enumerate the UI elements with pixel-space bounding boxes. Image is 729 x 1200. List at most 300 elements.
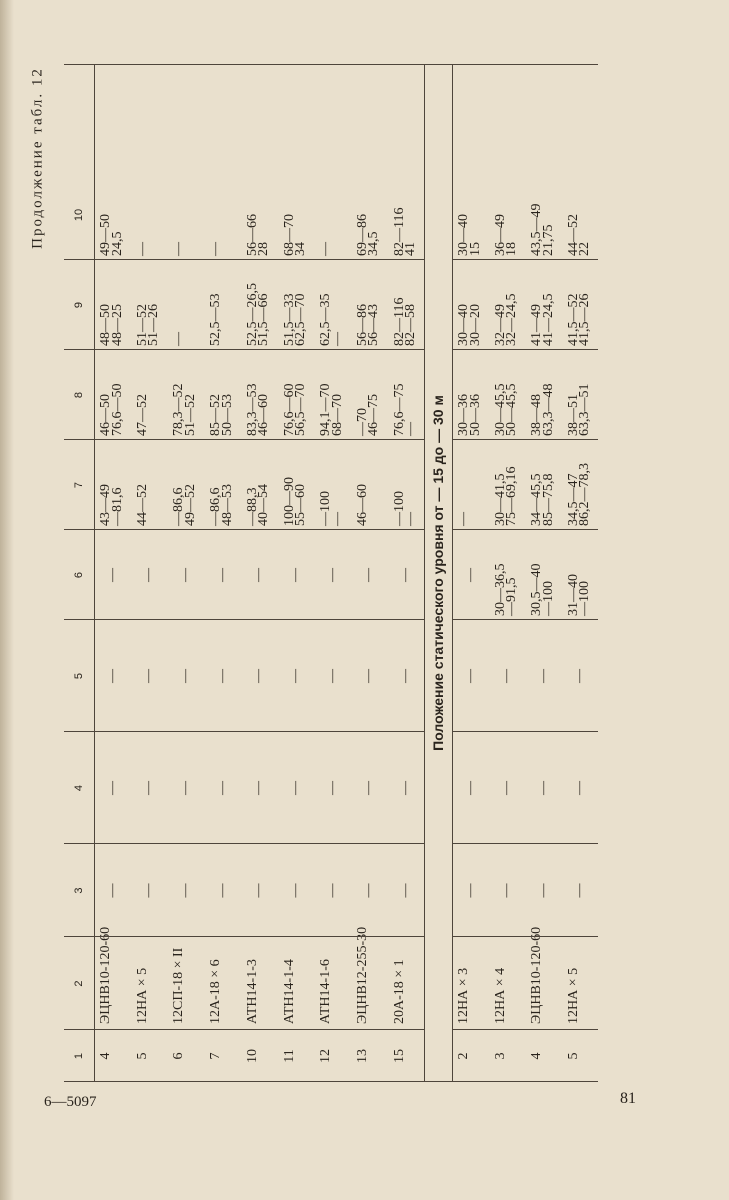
column-number-10: 10 bbox=[73, 208, 85, 222]
cell-line: 34—45,5 bbox=[529, 473, 545, 526]
cell-line: — bbox=[572, 781, 588, 795]
cell-line: 30—40 bbox=[456, 304, 472, 346]
cell-line: 18 bbox=[504, 242, 520, 256]
cell-col-8 bbox=[489, 350, 526, 440]
cell-col-3 bbox=[94, 844, 131, 937]
column-rule bbox=[452, 259, 598, 260]
continuation-header: Продолжение табл. 12 bbox=[29, 67, 46, 249]
cell-col-2 bbox=[489, 937, 526, 1030]
cell-line: 43—49 bbox=[98, 484, 113, 526]
cell-col-4 bbox=[94, 732, 131, 844]
rotated-table-wrapper bbox=[64, 64, 628, 1082]
cell-line: — bbox=[324, 568, 340, 582]
cell-col-2 bbox=[167, 937, 204, 1030]
cell-col-10 bbox=[489, 170, 526, 260]
cell-line: 46—50 bbox=[98, 394, 113, 436]
cell-line: — bbox=[572, 883, 588, 898]
column-number-9: 9 bbox=[73, 301, 85, 309]
cell-line: 32—24,5 bbox=[504, 293, 520, 346]
cell-line: 48—50 bbox=[98, 304, 113, 346]
cell-line: 40—54 bbox=[256, 484, 272, 526]
cell-line: 100—90 bbox=[281, 477, 297, 526]
cell-line: — bbox=[141, 883, 157, 898]
cell-line: — bbox=[214, 568, 230, 582]
cell-col-2 bbox=[562, 937, 599, 1030]
column-number-7: 7 bbox=[73, 481, 85, 489]
cell-line: — bbox=[361, 669, 377, 683]
column-number-4: 4 bbox=[73, 784, 85, 792]
cell-col-9 bbox=[241, 260, 278, 350]
cell-line: — bbox=[177, 883, 193, 898]
cell-col-4 bbox=[241, 732, 278, 844]
cell-line: — bbox=[456, 512, 472, 526]
column-number-1: 1 bbox=[73, 1052, 85, 1060]
column-rule bbox=[64, 529, 424, 530]
cell-col-8 bbox=[94, 350, 131, 440]
cell-col-9 bbox=[167, 260, 204, 350]
cell-line: 76,6—60 bbox=[281, 383, 297, 436]
cell-line: 47—52 bbox=[134, 394, 150, 436]
table-row bbox=[204, 64, 241, 1082]
table-row bbox=[241, 64, 278, 1082]
cell-col-5 bbox=[241, 620, 278, 732]
column-number-3: 3 bbox=[73, 887, 85, 894]
table-row bbox=[489, 64, 526, 1082]
cell-col-5 bbox=[94, 620, 131, 732]
cell-line: 83,3—53 bbox=[244, 383, 260, 436]
cell-line: 12НА × 3 bbox=[456, 967, 472, 1024]
cell-col-3 bbox=[131, 844, 168, 937]
cell-col-8 bbox=[562, 350, 599, 440]
cell-line: АТН14-1-3 bbox=[244, 959, 260, 1024]
cell-line: 31—40 bbox=[565, 574, 581, 616]
cell-line: 86,2—78,3 bbox=[577, 463, 593, 526]
cell-line: — bbox=[403, 422, 419, 436]
column-rule bbox=[452, 731, 598, 732]
cell-col-3 bbox=[525, 844, 562, 937]
cell-col-2 bbox=[525, 926, 562, 1030]
cell-line: — bbox=[104, 883, 120, 898]
cell-col-5 bbox=[351, 620, 388, 732]
cell-line: 55—60 bbox=[293, 484, 308, 526]
cell-line: 24,5 bbox=[109, 231, 125, 256]
cell-col-7 bbox=[525, 440, 562, 530]
cell-line: —100 bbox=[577, 581, 593, 616]
cell-col-10 bbox=[388, 170, 425, 260]
cell-col-4 bbox=[452, 732, 489, 844]
table-row bbox=[562, 64, 599, 1082]
cell-line: 68—70 bbox=[281, 214, 297, 256]
cell-col-1 bbox=[131, 1030, 168, 1082]
cell-col-10 bbox=[94, 170, 131, 260]
table-row bbox=[525, 64, 562, 1082]
column-rule bbox=[452, 529, 598, 530]
cell-line: 52,5—26,5 bbox=[244, 283, 260, 346]
cell-line: —86,6 bbox=[171, 487, 187, 526]
cell-col-6 bbox=[562, 530, 599, 620]
cell-line: 50—45,5 bbox=[504, 383, 520, 436]
cell-col-4 bbox=[351, 732, 388, 844]
cell-line: 49—50 bbox=[98, 214, 113, 256]
cell-line: — bbox=[535, 781, 551, 795]
cell-col-7 bbox=[131, 440, 168, 530]
cell-col-9 bbox=[562, 260, 599, 350]
cell-line: — bbox=[134, 242, 150, 256]
cell-col-4 bbox=[278, 732, 315, 844]
cell-col-8 bbox=[167, 350, 204, 440]
cell-line: 76,6—50 bbox=[109, 383, 125, 436]
cell-col-1 bbox=[562, 1030, 599, 1082]
cell-line: 30—36,5 bbox=[492, 563, 508, 616]
cell-line: ЭЦНВ12-255-30 bbox=[354, 926, 370, 1024]
cell-line: 46—60 bbox=[354, 484, 370, 526]
cell-line: 82—58 bbox=[403, 304, 419, 346]
cell-col-7 bbox=[204, 440, 241, 530]
cell-col-5 bbox=[167, 620, 204, 732]
cell-col-6 bbox=[204, 530, 241, 620]
column-rule bbox=[452, 439, 598, 440]
column-rule bbox=[64, 619, 424, 620]
table-row bbox=[131, 64, 168, 1082]
cell-line: —88,3 bbox=[244, 487, 260, 526]
cell-col-3 bbox=[562, 844, 599, 937]
cell-col-4 bbox=[388, 732, 425, 844]
cell-line: — bbox=[288, 669, 304, 683]
cell-col-10 bbox=[131, 170, 168, 260]
cell-col-10 bbox=[204, 170, 241, 260]
cell-col-6 bbox=[94, 530, 131, 620]
cell-line: 28 bbox=[256, 242, 272, 256]
cell-col-3 bbox=[388, 844, 425, 937]
cell-line: 11 bbox=[281, 1049, 297, 1063]
cell-line: 44—52 bbox=[134, 484, 150, 526]
cell-line: — bbox=[462, 781, 478, 795]
cell-line: — bbox=[208, 242, 224, 256]
cell-line: — bbox=[251, 883, 267, 898]
section-rule bbox=[424, 64, 425, 1082]
cell-col-3 bbox=[489, 844, 526, 937]
cell-line: — bbox=[288, 568, 304, 582]
cell-col-5 bbox=[278, 620, 315, 732]
cell-line: АТН14-1-6 bbox=[318, 959, 334, 1024]
cell-col-9 bbox=[94, 260, 131, 350]
cell-col-7 bbox=[388, 440, 425, 530]
cell-line: 51,5—66 bbox=[256, 293, 272, 346]
column-rule bbox=[452, 843, 598, 844]
cell-line: 30—36 bbox=[456, 394, 472, 436]
column-rule bbox=[452, 1029, 598, 1030]
table-row bbox=[167, 64, 204, 1082]
cell-line: —81,6 bbox=[109, 487, 125, 526]
cell-line: 41—49 bbox=[529, 304, 545, 346]
cell-line: 62,5—35 bbox=[318, 293, 334, 346]
cell-line: 82—116 bbox=[391, 207, 407, 256]
cell-line: 4 bbox=[529, 1052, 545, 1060]
cell-col-2 bbox=[131, 937, 168, 1030]
cell-col-2 bbox=[388, 937, 425, 1030]
cell-col-1 bbox=[525, 1030, 562, 1082]
column-rule bbox=[64, 349, 424, 350]
cell-line: 21,75 bbox=[540, 224, 556, 256]
cell-col-3 bbox=[278, 844, 315, 937]
cell-line: 12НА × 5 bbox=[565, 967, 581, 1024]
cell-col-6 bbox=[388, 530, 425, 620]
cell-col-9 bbox=[452, 260, 489, 350]
cell-col-7 bbox=[278, 440, 315, 530]
cell-line: — bbox=[288, 883, 304, 898]
cell-line: 7 bbox=[208, 1052, 224, 1060]
cell-line: 50—36 bbox=[467, 394, 483, 436]
cell-col-2 bbox=[94, 926, 131, 1030]
cell-line: 41—24,5 bbox=[540, 293, 556, 346]
cell-line: — bbox=[141, 669, 157, 683]
cell-col-10 bbox=[314, 170, 351, 260]
cell-col-10 bbox=[241, 170, 278, 260]
cell-line: — bbox=[324, 669, 340, 683]
cell-col-3 bbox=[167, 844, 204, 937]
cell-line: 5 bbox=[134, 1052, 150, 1060]
cell-line: — bbox=[288, 781, 304, 795]
cell-line: — bbox=[535, 669, 551, 683]
cell-col-3 bbox=[452, 844, 489, 937]
cell-line: 32—49 bbox=[492, 304, 508, 346]
cell-col-10 bbox=[278, 170, 315, 260]
cell-col-5 bbox=[562, 620, 599, 732]
cell-line: 15 bbox=[391, 1049, 407, 1063]
cell-line: — bbox=[214, 883, 230, 898]
cell-line: 63,3—48 bbox=[540, 383, 556, 436]
cell-line: ЭЦНВ10-120-60 bbox=[98, 926, 113, 1024]
cell-line: 41,5—26 bbox=[577, 293, 593, 346]
cell-line: — bbox=[361, 781, 377, 795]
cell-line: 36—49 bbox=[492, 214, 508, 256]
cell-line: — bbox=[177, 781, 193, 795]
cell-col-7 bbox=[351, 440, 388, 530]
column-rule bbox=[64, 259, 424, 260]
cell-line: — bbox=[171, 242, 187, 256]
cell-col-1 bbox=[388, 1030, 425, 1082]
cell-col-4 bbox=[131, 732, 168, 844]
cell-line: 78,3—52 bbox=[171, 383, 187, 436]
cell-col-4 bbox=[167, 732, 204, 844]
cell-col-6 bbox=[167, 530, 204, 620]
cell-col-6 bbox=[131, 530, 168, 620]
cell-col-2 bbox=[314, 937, 351, 1030]
cell-line: — bbox=[141, 781, 157, 795]
column-rule bbox=[452, 349, 598, 350]
cell-line: 38—48 bbox=[529, 394, 545, 436]
cell-line: 69—86 bbox=[354, 214, 370, 256]
cell-line: — bbox=[104, 568, 120, 582]
cell-line: 30—45,5 bbox=[492, 383, 508, 436]
cell-line: — bbox=[572, 669, 588, 683]
cell-line: 5 bbox=[565, 1052, 581, 1060]
cell-col-8 bbox=[131, 350, 168, 440]
cell-line: 51—52 bbox=[134, 304, 150, 346]
cell-line: 30,5—40 bbox=[529, 563, 545, 616]
cell-col-8 bbox=[314, 350, 351, 440]
cell-line: 82—116 bbox=[391, 297, 407, 346]
cell-col-8 bbox=[204, 350, 241, 440]
cell-line: —100 bbox=[318, 491, 334, 526]
cell-line: 50—53 bbox=[219, 394, 235, 436]
cell-line: 52,5—53 bbox=[208, 293, 224, 346]
cell-line: — bbox=[535, 883, 551, 898]
cell-line: 10 bbox=[244, 1049, 260, 1063]
cell-line: — bbox=[214, 781, 230, 795]
cell-col-9 bbox=[351, 260, 388, 350]
column-number-5: 5 bbox=[73, 672, 85, 680]
cell-col-8 bbox=[278, 350, 315, 440]
cell-line: 51—26 bbox=[146, 304, 162, 346]
table-row bbox=[452, 64, 489, 1082]
cell-col-2 bbox=[351, 926, 388, 1030]
cell-line: 48—25 bbox=[109, 304, 125, 346]
cell-line: 20А-18 × 1 bbox=[391, 959, 407, 1024]
cell-line: 56—66 bbox=[244, 214, 260, 256]
cell-line: — bbox=[499, 883, 515, 898]
cell-col-1 bbox=[351, 1030, 388, 1082]
cell-line: 30—20 bbox=[467, 304, 483, 346]
cell-col-4 bbox=[489, 732, 526, 844]
cell-col-7 bbox=[94, 440, 131, 530]
cell-line: 41 bbox=[403, 242, 419, 256]
cell-col-1 bbox=[167, 1030, 204, 1082]
cell-line: — bbox=[398, 568, 414, 582]
section-title: Положение статического уровня от — 15 до — 30 м bbox=[430, 395, 447, 751]
cell-col-4 bbox=[525, 732, 562, 844]
cell-line: 12СП-18 × II bbox=[171, 947, 187, 1024]
cell-col-3 bbox=[314, 844, 351, 937]
cell-line: — bbox=[398, 883, 414, 898]
cell-line: ЭЦНВ10-120-60 bbox=[529, 926, 545, 1024]
cell-line: 12А-18 × 6 bbox=[208, 959, 224, 1024]
cell-col-2 bbox=[204, 937, 241, 1030]
cell-col-5 bbox=[314, 620, 351, 732]
cell-col-9 bbox=[131, 260, 168, 350]
cell-line: — bbox=[251, 568, 267, 582]
table-border bbox=[64, 64, 598, 65]
cell-line: 85—52 bbox=[208, 394, 224, 436]
column-rule bbox=[64, 843, 424, 844]
cell-line: 3 bbox=[492, 1052, 508, 1060]
cell-col-5 bbox=[525, 620, 562, 732]
cell-line: 56—86 bbox=[354, 304, 370, 346]
cell-col-2 bbox=[278, 937, 315, 1030]
cell-line: 12НА × 4 bbox=[492, 967, 508, 1024]
column-number-8: 8 bbox=[73, 391, 85, 399]
cell-line: 22 bbox=[577, 242, 593, 256]
cell-line: — bbox=[329, 512, 345, 526]
cell-line: 49—52 bbox=[182, 484, 198, 526]
cell-line: 51,5—33 bbox=[281, 293, 297, 346]
cell-line: 13 bbox=[354, 1049, 370, 1063]
cell-line: 68—70 bbox=[329, 394, 345, 436]
cell-col-3 bbox=[351, 844, 388, 937]
cell-col-3 bbox=[204, 844, 241, 937]
cell-col-7 bbox=[314, 440, 351, 530]
cell-col-10 bbox=[351, 170, 388, 260]
cell-line: 43,5—49 bbox=[529, 203, 545, 256]
cell-col-10 bbox=[452, 170, 489, 260]
cell-line: 34,5—47 bbox=[565, 473, 581, 526]
cell-line: —86,6 bbox=[208, 487, 224, 526]
cell-col-8 bbox=[452, 350, 489, 440]
cell-col-6 bbox=[452, 530, 489, 620]
cell-col-9 bbox=[314, 260, 351, 350]
cell-line: — bbox=[324, 883, 340, 898]
table-row bbox=[278, 64, 315, 1082]
cell-col-6 bbox=[241, 530, 278, 620]
column-rule bbox=[64, 1029, 424, 1030]
column-rule bbox=[452, 936, 598, 937]
cell-line: 34,5 bbox=[366, 231, 382, 256]
cell-col-5 bbox=[131, 620, 168, 732]
cell-line: — bbox=[462, 883, 478, 898]
print-signature: 6—5097 bbox=[44, 1094, 97, 1110]
cell-col-1 bbox=[314, 1030, 351, 1082]
cell-col-6 bbox=[314, 530, 351, 620]
cell-line: 46—75 bbox=[366, 394, 382, 436]
cell-col-3 bbox=[241, 844, 278, 937]
cell-line: 63,3—51 bbox=[577, 383, 593, 436]
cell-col-4 bbox=[314, 732, 351, 844]
cell-col-2 bbox=[452, 937, 489, 1030]
cell-line: 6 bbox=[171, 1052, 187, 1060]
cell-line: —100 bbox=[391, 491, 407, 526]
cell-col-2 bbox=[241, 937, 278, 1030]
column-rule bbox=[64, 731, 424, 732]
cell-line: 38—51 bbox=[565, 394, 581, 436]
cell-line: 62,5—70 bbox=[293, 293, 308, 346]
cell-col-7 bbox=[452, 440, 489, 530]
column-number-6: 6 bbox=[73, 571, 85, 579]
cell-line: —91,5 bbox=[504, 577, 520, 616]
cell-col-1 bbox=[204, 1030, 241, 1082]
cell-line: — bbox=[318, 242, 334, 256]
cell-line: 15 bbox=[467, 242, 483, 256]
cell-line: 48—53 bbox=[219, 484, 235, 526]
cell-line: — bbox=[177, 669, 193, 683]
table-border bbox=[64, 1081, 598, 1082]
cell-col-1 bbox=[452, 1030, 489, 1082]
cell-line: — bbox=[398, 669, 414, 683]
cell-line: 44—52 bbox=[565, 214, 581, 256]
cell-line: —70 bbox=[354, 408, 370, 436]
cell-line: — bbox=[361, 883, 377, 898]
cell-col-6 bbox=[278, 530, 315, 620]
cell-col-8 bbox=[241, 350, 278, 440]
cell-line: — bbox=[251, 781, 267, 795]
cell-line: АТН14-1-4 bbox=[281, 959, 297, 1024]
cell-line: — bbox=[499, 669, 515, 683]
cell-line: — bbox=[324, 781, 340, 795]
cell-line: — bbox=[141, 568, 157, 582]
table-row bbox=[388, 64, 425, 1082]
column-rule bbox=[452, 619, 598, 620]
cell-line: — bbox=[361, 568, 377, 582]
cell-col-8 bbox=[351, 350, 388, 440]
cell-line: 30—41,5 bbox=[492, 473, 508, 526]
cell-col-10 bbox=[167, 170, 204, 260]
cell-line: — bbox=[104, 781, 120, 795]
page-number: 81 bbox=[620, 1090, 636, 1107]
cell-col-6 bbox=[525, 530, 562, 620]
table-row bbox=[314, 64, 351, 1082]
cell-col-1 bbox=[241, 1030, 278, 1082]
cell-col-7 bbox=[241, 440, 278, 530]
cell-col-1 bbox=[94, 1030, 131, 1082]
